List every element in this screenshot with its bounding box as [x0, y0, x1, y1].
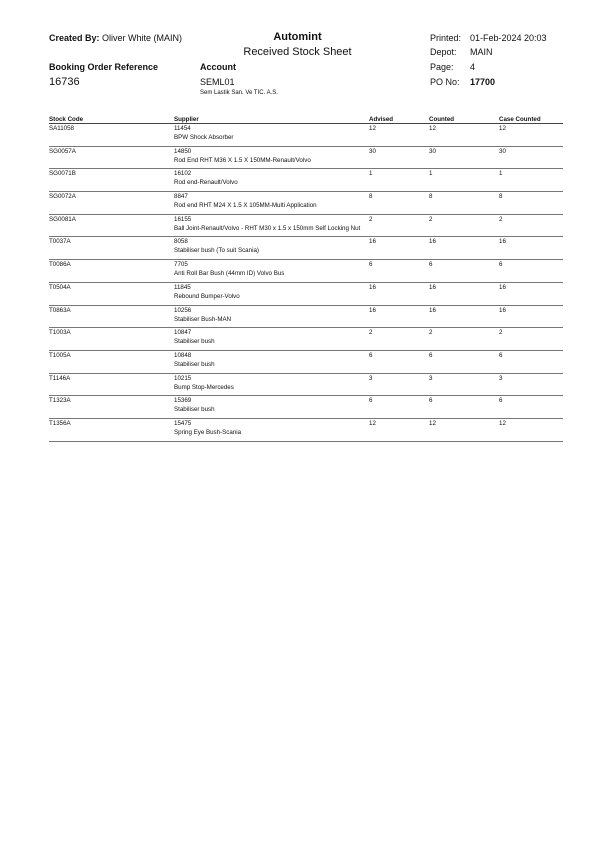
item-description: Rebound Bumper-Volvo — [174, 292, 240, 300]
page-label: Page: — [430, 62, 454, 72]
supplier-cell — [174, 282, 369, 305]
supplier-cell — [174, 418, 369, 441]
stock-code: T0504A — [49, 282, 174, 305]
table-row — [49, 146, 563, 169]
supplier-no: 8058 — [174, 238, 188, 246]
supplier-cell — [174, 328, 369, 351]
table-row — [49, 305, 563, 328]
advised-qty: 12 — [369, 124, 429, 147]
stock-code: T1356A — [49, 418, 174, 441]
stock-code: T0037A — [49, 237, 174, 260]
advised-qty: 12 — [369, 418, 429, 441]
advised-qty: 1 — [369, 169, 429, 192]
advised-qty: 3 — [369, 373, 429, 396]
item-description: Stabiliser bush — [174, 338, 215, 346]
counted-qty: 16 — [429, 282, 499, 305]
counted-qty: 3 — [429, 373, 499, 396]
item-description: Rod End RHT M36 X 1.5 X 150MM-Renault/Volvo — [174, 156, 311, 164]
counted-qty: 2 — [429, 214, 499, 237]
case-counted-qty: 16 — [499, 237, 563, 260]
supplier-cell — [174, 237, 369, 260]
supplier-cell — [174, 396, 369, 419]
counted-qty: 12 — [429, 418, 499, 441]
item-description: Stabiliser Bush-MAN — [174, 315, 232, 323]
case-counted-qty: 3 — [499, 373, 563, 396]
item-description: Anti Roll Bar Bush (44mm ID) Volvo Bus — [174, 270, 285, 278]
stock-code: T1323A — [49, 396, 174, 419]
supplier-cell — [174, 169, 369, 192]
counted-qty: 6 — [429, 260, 499, 283]
page-value: 4 — [470, 62, 476, 72]
table-row — [49, 124, 563, 147]
supplier-no: 16102 — [174, 170, 192, 178]
stock-code: T1005A — [49, 350, 174, 373]
supplier-no: 10215 — [174, 374, 192, 382]
stock-code: T1003A — [49, 328, 174, 351]
table-row — [49, 237, 563, 260]
advised-qty: 6 — [369, 350, 429, 373]
counted-qty: 12 — [429, 124, 499, 147]
advised-qty: 16 — [369, 305, 429, 328]
advised-qty: 16 — [369, 282, 429, 305]
item-description: Stabiliser bush (To suit Scania) — [174, 247, 259, 255]
stock-code: T1146A — [49, 373, 174, 396]
stock-code: SG0057A — [49, 146, 174, 169]
table-row — [49, 396, 563, 419]
supplier-cell — [174, 260, 369, 283]
table-header-row — [49, 113, 563, 124]
booking-label: Booking Order Reference — [49, 62, 159, 72]
item-description: Stabiliser bush — [174, 406, 215, 414]
advised-qty: 2 — [369, 214, 429, 237]
counted-qty: 16 — [429, 305, 499, 328]
col-case-counted: Case Counted — [499, 113, 563, 124]
case-counted-qty: 12 — [499, 418, 563, 441]
table-row — [49, 282, 563, 305]
counted-qty: 30 — [429, 146, 499, 169]
item-description: Bump Stop-Mercedes — [174, 383, 234, 391]
supplier-no: 10256 — [174, 306, 192, 314]
supplier-no: 10848 — [174, 351, 192, 359]
sheet-title: Received Stock Sheet — [243, 46, 352, 58]
item-description: Rod end-Renault/Volvo — [174, 179, 238, 187]
case-counted-qty: 6 — [499, 260, 563, 283]
supplier-cell — [174, 192, 369, 215]
account-name: Sem Lastik San. Ve TIC. A.S. — [200, 90, 278, 96]
counted-qty: 16 — [429, 237, 499, 260]
item-description: Spring Eye Bush-Scania — [174, 428, 242, 436]
table-body — [49, 124, 563, 442]
case-counted-qty: 6 — [499, 396, 563, 419]
stock-table — [49, 113, 563, 442]
supplier-no: 15369 — [174, 397, 192, 405]
advised-qty: 6 — [369, 396, 429, 419]
col-supplier: Supplier — [174, 113, 369, 124]
table-row — [49, 373, 563, 396]
supplier-no: 14850 — [174, 147, 192, 155]
depot-value: MAIN — [470, 47, 493, 57]
item-description: Rod end RHT M24 X 1.5 X 105MM-Multi Application — [174, 202, 317, 210]
table-row — [49, 192, 563, 215]
case-counted-qty: 16 — [499, 305, 563, 328]
item-description: Ball Joint-Renault/Volvo - RHT M30 x 1.5 x 150mm Self Locking Nut — [174, 224, 361, 232]
advised-qty: 6 — [369, 260, 429, 283]
col-counted: Counted — [429, 113, 499, 124]
stock-code: T0086A — [49, 260, 174, 283]
counted-qty: 1 — [429, 169, 499, 192]
table-row — [49, 169, 563, 192]
case-counted-qty: 16 — [499, 282, 563, 305]
supplier-no: 15475 — [174, 419, 192, 427]
printed-label: Printed: — [430, 33, 462, 43]
supplier-cell — [174, 214, 369, 237]
advised-qty: 16 — [369, 237, 429, 260]
supplier-no: 7705 — [174, 261, 188, 269]
advised-qty: 2 — [369, 328, 429, 351]
counted-qty: 6 — [429, 396, 499, 419]
supplier-no: 8847 — [174, 193, 188, 201]
account-label: Account — [200, 62, 236, 72]
supplier-no: 11454 — [174, 125, 191, 132]
account-code: SEML01 — [200, 77, 235, 87]
supplier-cell — [174, 146, 369, 169]
created-by-label: Created By: — [49, 33, 100, 43]
counted-qty: 8 — [429, 192, 499, 215]
item-description: BPW Shock Absorber — [174, 134, 234, 141]
table-row — [49, 214, 563, 237]
supplier-cell — [174, 350, 369, 373]
supplier-no: 11845 — [174, 283, 191, 291]
advised-qty: 30 — [369, 146, 429, 169]
company-name: Automint — [273, 31, 322, 43]
stock-code: T0863A — [49, 305, 174, 328]
counted-qty: 6 — [429, 350, 499, 373]
printed-value: 01-Feb-2024 20:03 — [470, 33, 547, 43]
supplier-cell — [174, 305, 369, 328]
supplier-no: 10847 — [174, 329, 192, 337]
case-counted-qty: 12 — [499, 124, 563, 147]
table-row — [49, 350, 563, 373]
table-row — [49, 260, 563, 283]
supplier-cell — [174, 373, 369, 396]
table-row — [49, 328, 563, 351]
po-value: 17700 — [470, 77, 496, 87]
case-counted-qty: 8 — [499, 192, 563, 215]
col-stock-code: Stock Code — [49, 113, 174, 124]
table-row — [49, 418, 563, 441]
counted-qty: 2 — [429, 328, 499, 351]
booking-value: 16736 — [49, 76, 80, 88]
created-by-value: Oliver White (MAIN) — [102, 33, 183, 43]
case-counted-qty: 2 — [499, 214, 563, 237]
stock-code: SG0071B — [49, 169, 174, 192]
advised-qty: 8 — [369, 192, 429, 215]
stock-code: SA11058 — [49, 124, 174, 147]
supplier-no: 16155 — [174, 215, 192, 223]
item-description: Stabiliser bush — [174, 360, 215, 368]
case-counted-qty: 6 — [499, 350, 563, 373]
case-counted-qty: 30 — [499, 146, 563, 169]
case-counted-qty: 2 — [499, 328, 563, 351]
col-advised: Advised — [369, 113, 429, 124]
po-label: PO No: — [430, 77, 460, 87]
case-counted-qty: 1 — [499, 169, 563, 192]
depot-label: Depot: — [430, 47, 457, 57]
stock-code: SG0072A — [49, 192, 174, 215]
supplier-cell — [174, 124, 369, 147]
stock-code: SG0081A — [49, 214, 174, 237]
